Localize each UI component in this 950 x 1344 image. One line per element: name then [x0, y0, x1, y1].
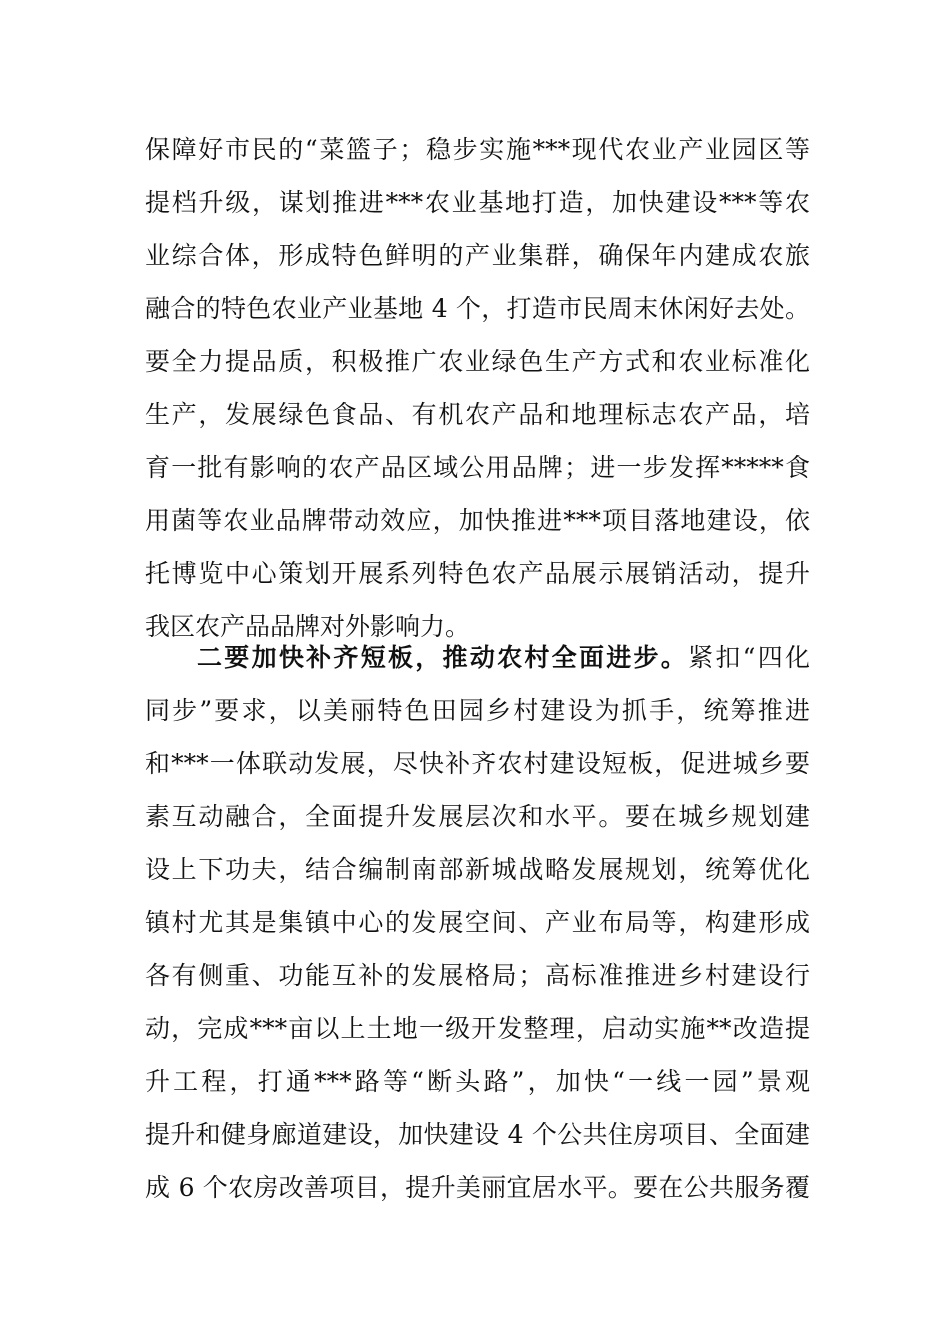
paragraph-first-line [197, 632, 810, 684]
text-line: 托博览中心策划开展系列特色农产品展示展销活动，提升 [145, 559, 810, 588]
text-line: 我区农产品品牌对外影响力。 [145, 612, 471, 641]
text-line: 素互动融合，全面提升发展层次和水平。要在城乡规划建 [145, 802, 810, 831]
heading-continuation: 紧扣“四化 [688, 643, 810, 672]
text-line: 生产，发展绿色食品、有机农产品和地理标志农产品，培 [145, 400, 810, 429]
text-line: 融合的特色农业产业基地 4 个，打造市民周末休闲好去处。 [145, 294, 810, 323]
text-line: 同步”要求，以美丽特色田园乡村建设为抓手，统筹推进 [145, 696, 810, 725]
text-line: 用菌等农业品牌带动效应，加快推进***项目落地建设，依 [145, 506, 810, 535]
text-line: 提档升级，谋划推进***农业基地打造，加快建设***等农 [145, 188, 810, 217]
text-line: 成 6 个农房改善项目，提升美丽宜居水平。要在公共服务覆 [145, 1173, 810, 1202]
text-line: 升工程，打通***路等“断头路”，加快“一线一园”景观 [145, 1067, 810, 1096]
text-line: 设上下功夫，结合编制南部新城战略发展规划，统筹优化 [145, 855, 810, 884]
text-line: 要全力提品质，积极推广农业绿色生产方式和农业标准化 [145, 347, 810, 376]
text-line: 和***一体联动发展，尽快补齐农村建设短板，促进城乡要 [145, 749, 810, 778]
text-line: 各有侧重、功能互补的发展格局；高标准推进乡村建设行 [145, 961, 810, 990]
section-heading: 二要加快补齐短板，推动农村全面进步。 [197, 643, 689, 672]
text-line: 镇村尤其是集镇中心的发展空间、产业布局等，构建形成 [145, 908, 810, 937]
text-line: 业综合体，形成特色鲜明的产业集群，确保年内建成农旅 [145, 241, 810, 270]
text-line: 提升和健身廊道建设，加快建设 4 个公共住房项目、全面建 [145, 1120, 810, 1149]
text-line: 保障好市民的“菜篮子；稳步实施***现代农业产业园区等 [145, 135, 810, 164]
text-line: 动，完成***亩以上土地一级开发整理，启动实施**改造提 [145, 1014, 810, 1043]
text-line: 育一批有影响的农产品区域公用品牌；进一步发挥*****食 [145, 453, 810, 482]
